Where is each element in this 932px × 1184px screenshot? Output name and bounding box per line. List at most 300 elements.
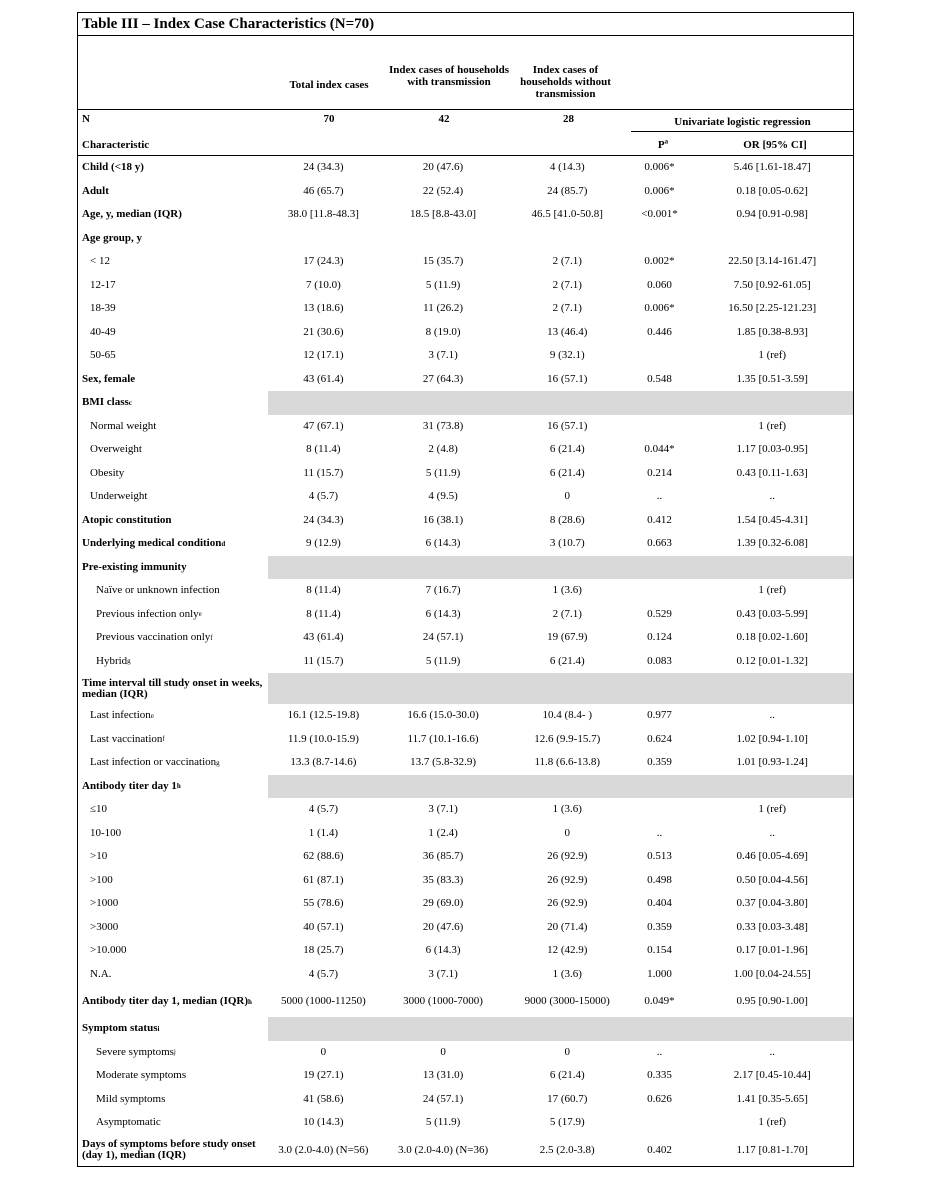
table-row — [78, 939, 853, 963]
or-ci-cell: 16.50 [2.25-121.23] — [728, 302, 817, 315]
with-transmission-cell: 35 (83.3) — [422, 873, 464, 886]
p-value-cell: 0.006* — [644, 161, 675, 174]
with-transmission-cell: 11.7 (10.1-16.6) — [407, 732, 479, 745]
with-transmission-cell: 3 (7.1) — [428, 349, 458, 362]
row-label: Previous vaccination only f — [96, 631, 213, 644]
or-ci-header: OR [95% CI] — [743, 139, 807, 151]
table-row — [78, 203, 853, 227]
table-row — [78, 1088, 853, 1112]
table-row — [78, 344, 853, 368]
table-row — [78, 626, 853, 650]
or-ci-cell — [691, 556, 853, 580]
row-label: Pre-existing immunity — [82, 560, 187, 573]
with-transmission-cell: 24 (57.1) — [422, 631, 464, 644]
with-transmission-cell: 8 (19.0) — [425, 325, 461, 338]
or-ci-cell: 1.17 [0.03-0.95] — [736, 443, 808, 456]
with-transmission-cell: 5 (11.9) — [425, 654, 461, 667]
with-transmission-cell: 27 (64.3) — [422, 372, 464, 385]
without-transmission-cell: 8 (28.6) — [549, 513, 585, 526]
or-ci-cell: .. — [769, 490, 775, 503]
or-ci-cell: 1.54 [0.45-4.31] — [736, 513, 808, 526]
p-value-cell: 0.626 — [647, 1092, 672, 1105]
p-value-cell: 0.044* — [644, 443, 675, 456]
with-transmission-cell: 20 (47.6) — [422, 161, 464, 174]
with-transmission-cell — [379, 227, 507, 251]
table-row — [78, 822, 853, 846]
without-transmission-cell: 12 (42.9) — [547, 944, 588, 957]
without-transmission-cell: 2 (7.1) — [552, 255, 582, 268]
with-transmission-cell: 5 (11.9) — [425, 1116, 461, 1129]
total-cell: 9 (12.9) — [305, 537, 341, 550]
total-cell: 24 (34.3) — [303, 513, 344, 526]
total-cell: 46 (65.7) — [303, 184, 344, 197]
p-value-cell — [628, 798, 692, 822]
total-cell: 11 (15.7) — [303, 654, 344, 667]
without-transmission-cell: 2.5 (2.0-3.8) — [539, 1143, 595, 1156]
table-row — [78, 509, 853, 533]
with-transmission-cell — [379, 391, 507, 415]
or-ci-cell: 0.50 [0.04-4.56] — [736, 873, 808, 886]
p-value-cell — [628, 415, 692, 439]
without-transmission-cell: 3 (10.7) — [549, 537, 585, 550]
p-value-cell — [628, 1017, 692, 1041]
p-value-cell: 0.446 — [647, 325, 672, 338]
or-ci-cell: .. — [769, 709, 775, 722]
or-ci-cell: 5.46 [1.61-18.47] — [733, 161, 811, 174]
p-value-cell: .. — [656, 826, 663, 839]
with-transmission-cell: 7 (16.7) — [425, 584, 461, 597]
row-label: Days of symptoms before study onset (day 1), median (IQR) — [82, 1138, 256, 1161]
p-value-cell: 0.359 — [647, 756, 672, 769]
col-with-transmission-header: Index cases of households with transmission — [388, 64, 510, 88]
row-label: Atopic constitution — [82, 513, 172, 526]
characteristic-label: Characteristic — [82, 139, 150, 151]
table-row — [78, 227, 853, 251]
table-row — [78, 250, 853, 274]
col-total-header: Total index cases — [289, 79, 369, 91]
p-value-cell: 0.404 — [647, 897, 672, 910]
or-ci-cell: 1.00 [0.04-24.55] — [733, 967, 811, 980]
total-cell — [268, 775, 380, 799]
without-transmission-cell: 0 — [564, 1045, 570, 1058]
n-label: N — [82, 113, 90, 125]
total-cell: 4 (5.7) — [308, 803, 339, 816]
or-ci-cell: 1.41 [0.35-5.65] — [736, 1092, 808, 1105]
p-value-cell: 0.402 — [647, 1143, 672, 1156]
table-body — [78, 156, 853, 1166]
p-value-cell — [628, 775, 692, 799]
with-transmission-cell: 31 (73.8) — [422, 419, 464, 432]
with-transmission-cell: 13 (31.0) — [422, 1069, 464, 1082]
table-row — [78, 415, 853, 439]
total-cell: 11 (15.7) — [303, 466, 344, 479]
without-transmission-cell: 11.8 (6.6-13.8) — [534, 756, 601, 769]
without-transmission-cell: 2 (7.1) — [552, 607, 582, 620]
with-transmission-cell: 16 (38.1) — [422, 513, 464, 526]
row-label: < 12 — [90, 255, 110, 268]
total-cell: 13 (18.6) — [303, 302, 344, 315]
or-ci-cell: 1.35 [0.51-3.59] — [736, 372, 808, 385]
without-transmission-cell — [507, 556, 628, 580]
or-ci-cell: 0.46 [0.05-4.69] — [736, 850, 808, 863]
with-transmission-cell: 5 (11.9) — [425, 278, 461, 291]
p-value-cell: 0.624 — [647, 732, 672, 745]
or-ci-cell: 1 (ref) — [758, 349, 787, 362]
row-label: >10 — [90, 850, 108, 863]
without-transmission-cell: 6 (21.4) — [549, 443, 585, 456]
p-value-cell: 0.002* — [644, 255, 675, 268]
row-label: Antibody titer day 1, median (IQR) h — [82, 995, 252, 1007]
table-row — [78, 963, 853, 987]
p-value-cell: 0.412 — [647, 513, 672, 526]
table-row — [78, 1017, 853, 1041]
total-cell: 17 (24.3) — [303, 255, 344, 268]
total-cell: 11.9 (10.0-15.9) — [287, 732, 359, 745]
with-transmission-cell — [379, 673, 507, 704]
total-cell: 40 (57.1) — [303, 920, 344, 933]
row-label: Overweight — [90, 443, 142, 456]
or-ci-cell: 7.50 [0.92-61.05] — [733, 278, 811, 291]
table-row — [78, 916, 853, 940]
p-value-cell: 0.359 — [647, 920, 672, 933]
with-transmission-cell: 3.0 (2.0-4.0) (N=36) — [397, 1143, 489, 1156]
p-value-cell — [628, 579, 692, 603]
p-value-cell — [628, 227, 692, 251]
table-row — [78, 391, 853, 415]
table-row — [78, 321, 853, 345]
total-cell: 12 (17.1) — [303, 349, 344, 362]
or-ci-cell: 1 (ref) — [758, 584, 787, 597]
table-title: Table III – Index Case Characteristics (N=70) — [78, 13, 853, 36]
row-label: Normal weight — [90, 419, 157, 432]
total-cell: 43 (61.4) — [303, 631, 344, 644]
without-transmission-cell: 19 (67.9) — [547, 631, 588, 644]
table-row — [78, 180, 853, 204]
with-transmission-cell: 1 (2.4) — [428, 826, 458, 839]
p-value-cell — [628, 391, 692, 415]
total-cell: 24 (34.3) — [303, 161, 344, 174]
p-value-cell: 0.006* — [644, 184, 675, 197]
row-label: Severe symptoms j — [96, 1045, 176, 1058]
without-transmission-cell: 4 (14.3) — [549, 161, 585, 174]
n-total: 70 — [323, 113, 335, 125]
row-label: Sex, female — [82, 372, 136, 385]
table-row — [78, 775, 853, 799]
total-cell: 43 (61.4) — [303, 372, 344, 385]
without-transmission-cell: 13 (46.4) — [547, 325, 588, 338]
or-ci-cell: 2.17 [0.45-10.44] — [733, 1069, 811, 1082]
without-transmission-cell — [507, 775, 628, 799]
row-label: BMI class c — [82, 396, 132, 409]
total-cell: 5000 (1000-11250) — [280, 995, 366, 1007]
table-row — [78, 704, 853, 728]
with-transmission-cell: 5 (11.9) — [425, 466, 461, 479]
p-value-cell: 0.006* — [644, 302, 675, 315]
or-ci-cell: 1 (ref) — [758, 803, 787, 816]
without-transmission-cell: 5 (17.9) — [549, 1116, 585, 1129]
with-transmission-cell: 16.6 (15.0-30.0) — [407, 709, 479, 722]
or-ci-cell: 0.94 [0.91-0.98] — [736, 208, 808, 221]
row-label: >3000 — [90, 920, 119, 933]
with-transmission-cell: 4 (9.5) — [428, 490, 458, 503]
with-transmission-cell: 22 (52.4) — [422, 184, 464, 197]
table-row — [78, 1064, 853, 1088]
without-transmission-cell: 1 (3.6) — [552, 967, 582, 980]
or-ci-cell — [691, 775, 853, 799]
row-label: Antibody titer day 1 h — [82, 779, 181, 792]
table-row — [78, 156, 853, 180]
table-row — [78, 603, 853, 627]
or-ci-cell: 0.37 [0.04-3.80] — [736, 897, 808, 910]
with-transmission-cell: 0 — [440, 1045, 446, 1058]
or-ci-cell — [691, 1017, 853, 1041]
regression-underline — [631, 131, 854, 132]
row-label: Underweight — [90, 490, 148, 503]
total-cell: 8 (11.4) — [306, 443, 341, 456]
row-label: Child (<18 y) — [82, 161, 144, 174]
row-label: Underlying medical condition d — [82, 537, 226, 550]
row-label: Obesity — [90, 466, 125, 479]
total-cell: 3.0 (2.0-4.0) (N=56) — [278, 1143, 369, 1156]
p-value-cell: 0.663 — [647, 537, 672, 550]
or-ci-cell: 1.17 [0.81-1.70] — [736, 1143, 808, 1156]
or-ci-cell: 0.17 [0.01-1.96] — [736, 944, 808, 957]
p-value-cell: .. — [656, 490, 663, 503]
without-transmission-cell: 9 (32.1) — [549, 349, 585, 362]
or-ci-cell: 1.02 [0.94-1.10] — [736, 732, 808, 745]
p-value-cell: 0.060 — [647, 278, 672, 291]
table-row — [78, 986, 853, 1017]
p-value-cell: 0.083 — [647, 654, 672, 667]
total-cell: 0 — [320, 1045, 327, 1058]
without-transmission-cell: 10.4 (8.4- ) — [542, 709, 592, 722]
row-label: Age, y, median (IQR) — [82, 208, 182, 221]
with-transmission-cell — [379, 1017, 507, 1041]
without-transmission-cell: 2 (7.1) — [552, 278, 582, 291]
or-ci-cell: 1.85 [0.38-8.93] — [736, 325, 808, 338]
row-label: Previous infection only e — [96, 607, 202, 620]
table-row — [78, 462, 853, 486]
without-transmission-cell: 6 (21.4) — [549, 1069, 585, 1082]
without-transmission-cell: 17 (60.7) — [547, 1092, 588, 1105]
total-cell — [268, 227, 380, 251]
p-value-cell: .. — [656, 1045, 663, 1058]
or-ci-cell: 0.95 [0.90-1.00] — [736, 995, 808, 1007]
n-with-transmission: 42 — [438, 113, 450, 125]
total-cell: 41 (58.6) — [303, 1092, 344, 1105]
row-label: >1000 — [90, 897, 119, 910]
total-cell: 7 (10.0) — [305, 278, 341, 291]
or-ci-cell: 22.50 [3.14-161.47] — [728, 255, 817, 268]
without-transmission-cell — [507, 227, 628, 251]
table-row — [78, 579, 853, 603]
total-cell: 8 (11.4) — [306, 607, 341, 620]
total-cell — [268, 1017, 380, 1041]
total-cell: 47 (67.1) — [303, 419, 344, 432]
or-ci-cell: 0.33 [0.03-3.48] — [736, 920, 808, 933]
without-transmission-cell: 20 (71.4) — [547, 920, 588, 933]
table-row — [78, 751, 853, 775]
total-cell: 55 (78.6) — [303, 897, 344, 910]
table-row — [78, 892, 853, 916]
p-value-cell: 0.335 — [647, 1069, 672, 1082]
row-label: >100 — [90, 873, 113, 886]
without-transmission-cell: 2 (7.1) — [552, 302, 582, 315]
total-cell: 13.3 (8.7-14.6) — [290, 756, 357, 769]
without-transmission-cell: 6 (21.4) — [549, 654, 585, 667]
or-ci-cell: 0.18 [0.02-1.60] — [736, 631, 808, 644]
with-transmission-cell: 13.7 (5.8-32.9) — [410, 756, 477, 769]
without-transmission-cell — [507, 391, 628, 415]
row-label: Last vaccination f — [90, 732, 165, 745]
or-ci-cell: 1.39 [0.32-6.08] — [736, 537, 808, 550]
or-ci-cell: 1.01 [0.93-1.24] — [736, 756, 808, 769]
table-row — [78, 297, 853, 321]
or-ci-cell: 0.18 [0.05-0.62] — [736, 184, 808, 197]
total-cell: 38.0 [11.8-48.3] — [287, 208, 359, 221]
table-row — [78, 845, 853, 869]
row-label: Last infection e — [90, 709, 154, 722]
table-row — [78, 485, 853, 509]
table-row — [78, 438, 853, 462]
total-cell: 18 (25.7) — [303, 944, 344, 957]
p-value-cell — [628, 1111, 692, 1135]
without-transmission-cell: 1 (3.6) — [552, 803, 582, 816]
row-label: Age group, y — [82, 231, 142, 244]
p-value-cell — [628, 556, 692, 580]
without-transmission-cell: 46.5 [41.0-50.8] — [531, 208, 603, 221]
total-cell — [268, 391, 380, 415]
total-cell: 19 (27.1) — [303, 1069, 344, 1082]
regression-header — [78, 110, 853, 156]
table-row — [78, 556, 853, 580]
p-value-cell — [628, 673, 692, 704]
or-ci-cell: .. — [769, 826, 775, 839]
with-transmission-cell: 11 (26.2) — [423, 302, 464, 315]
with-transmission-cell: 3000 (1000-7000) — [403, 995, 483, 1007]
p-value-cell: 0.049* — [644, 995, 675, 1007]
row-label: Adult — [82, 184, 109, 197]
total-cell: 16.1 (12.5-19.8) — [287, 709, 360, 722]
row-label: 12-17 — [90, 278, 116, 291]
row-label: N.A. — [90, 967, 112, 980]
row-label: Asymptomatic — [96, 1116, 161, 1129]
row-label: 50-65 — [90, 349, 116, 362]
p-value-cell: 0.214 — [647, 466, 672, 479]
row-label: 10-100 — [90, 826, 122, 839]
row-label: Time interval till study onset in weeks, median (IQR) — [82, 676, 263, 700]
table-row — [78, 532, 853, 556]
without-transmission-cell: 12.6 (9.9-15.7) — [534, 732, 601, 745]
or-ci-cell: 0.12 [0.01-1.32] — [736, 654, 808, 667]
index-case-table — [77, 12, 854, 1167]
p-value-cell: 0.124 — [647, 631, 672, 644]
with-transmission-cell: 29 (69.0) — [422, 897, 464, 910]
with-transmission-cell: 6 (14.3) — [425, 944, 461, 957]
p-value-header: $P^a$ — [657, 137, 669, 151]
table-row — [78, 650, 853, 674]
total-cell: 10 (14.3) — [303, 1116, 344, 1129]
total-cell: 62 (88.6) — [303, 850, 344, 863]
table-row — [78, 869, 853, 893]
total-cell: 61 (87.1) — [303, 873, 344, 886]
without-transmission-cell: 1 (3.6) — [552, 584, 582, 597]
total-cell — [268, 673, 380, 704]
p-value-cell: 0.513 — [647, 850, 672, 863]
with-transmission-cell: 3 (7.1) — [428, 967, 458, 980]
n-without-transmission: 28 — [563, 113, 574, 125]
row-label: Mild symptoms — [96, 1092, 166, 1105]
p-value-cell: 0.548 — [647, 372, 672, 385]
without-transmission-cell: 16 (57.1) — [547, 419, 588, 432]
without-transmission-cell — [507, 673, 628, 704]
with-transmission-cell: 3 (7.1) — [428, 803, 458, 816]
table-row — [78, 728, 853, 752]
total-cell: 4 (5.7) — [308, 490, 339, 503]
p-value-cell: 0.529 — [647, 607, 672, 620]
or-ci-cell: 0.43 [0.11-1.63] — [736, 466, 808, 479]
with-transmission-cell — [379, 775, 507, 799]
row-label: >10.000 — [90, 944, 127, 957]
without-transmission-cell: 0 — [564, 490, 570, 503]
with-transmission-cell: 15 (35.7) — [422, 255, 464, 268]
table-row — [78, 274, 853, 298]
without-transmission-cell: 16 (57.1) — [547, 372, 588, 385]
without-transmission-cell: 26 (92.9) — [547, 850, 588, 863]
without-transmission-cell: 9000 (3000-15000) — [524, 995, 610, 1007]
or-ci-cell — [691, 227, 853, 251]
table-row — [78, 673, 853, 704]
row-label: Moderate symptoms — [96, 1069, 187, 1082]
row-label: 40-49 — [90, 325, 116, 338]
total-cell — [268, 556, 380, 580]
without-transmission-cell — [507, 1017, 628, 1041]
with-transmission-cell: 18.5 [8.8-43.0] — [410, 208, 477, 221]
or-ci-cell: .. — [769, 1045, 775, 1058]
with-transmission-cell: 6 (14.3) — [425, 607, 461, 620]
p-value-cell: 1.000 — [647, 967, 672, 980]
table-row — [78, 1111, 853, 1135]
row-label: Hybrid g — [96, 654, 131, 667]
col-without-transmission-header: Index cases of households without transmission — [520, 64, 611, 100]
row-label: 18-39 — [90, 302, 116, 315]
row-label: Symptom status i — [82, 1022, 160, 1035]
with-transmission-cell: 36 (85.7) — [422, 850, 464, 863]
or-ci-cell — [691, 391, 853, 415]
without-transmission-cell: 24 (85.7) — [547, 184, 588, 197]
with-transmission-cell: 6 (14.3) — [425, 537, 461, 550]
regression-label: Univariate logistic regression — [674, 116, 811, 128]
p-value-cell: 0.154 — [647, 944, 672, 957]
p-value-cell: <0.001* — [641, 208, 678, 221]
with-transmission-cell: 24 (57.1) — [422, 1092, 464, 1105]
row-label: Naïve or unknown infection — [96, 584, 220, 597]
row-label: ≤10 — [90, 803, 108, 816]
p-value-cell: 0.498 — [647, 873, 672, 886]
table-row — [78, 798, 853, 822]
or-ci-cell: 1 (ref) — [758, 419, 787, 432]
without-transmission-cell: 26 (92.9) — [547, 873, 588, 886]
without-transmission-cell: 0 — [564, 826, 570, 839]
without-transmission-cell: 26 (92.9) — [547, 897, 588, 910]
total-cell: 8 (11.4) — [306, 584, 341, 597]
table-row — [78, 368, 853, 392]
total-cell: 4 (5.7) — [308, 967, 339, 980]
total-cell: 21 (30.6) — [303, 325, 344, 338]
p-value-cell — [628, 344, 692, 368]
row-label: Last infection or vaccination g — [90, 756, 220, 769]
total-cell: 1 (1.4) — [308, 826, 339, 839]
